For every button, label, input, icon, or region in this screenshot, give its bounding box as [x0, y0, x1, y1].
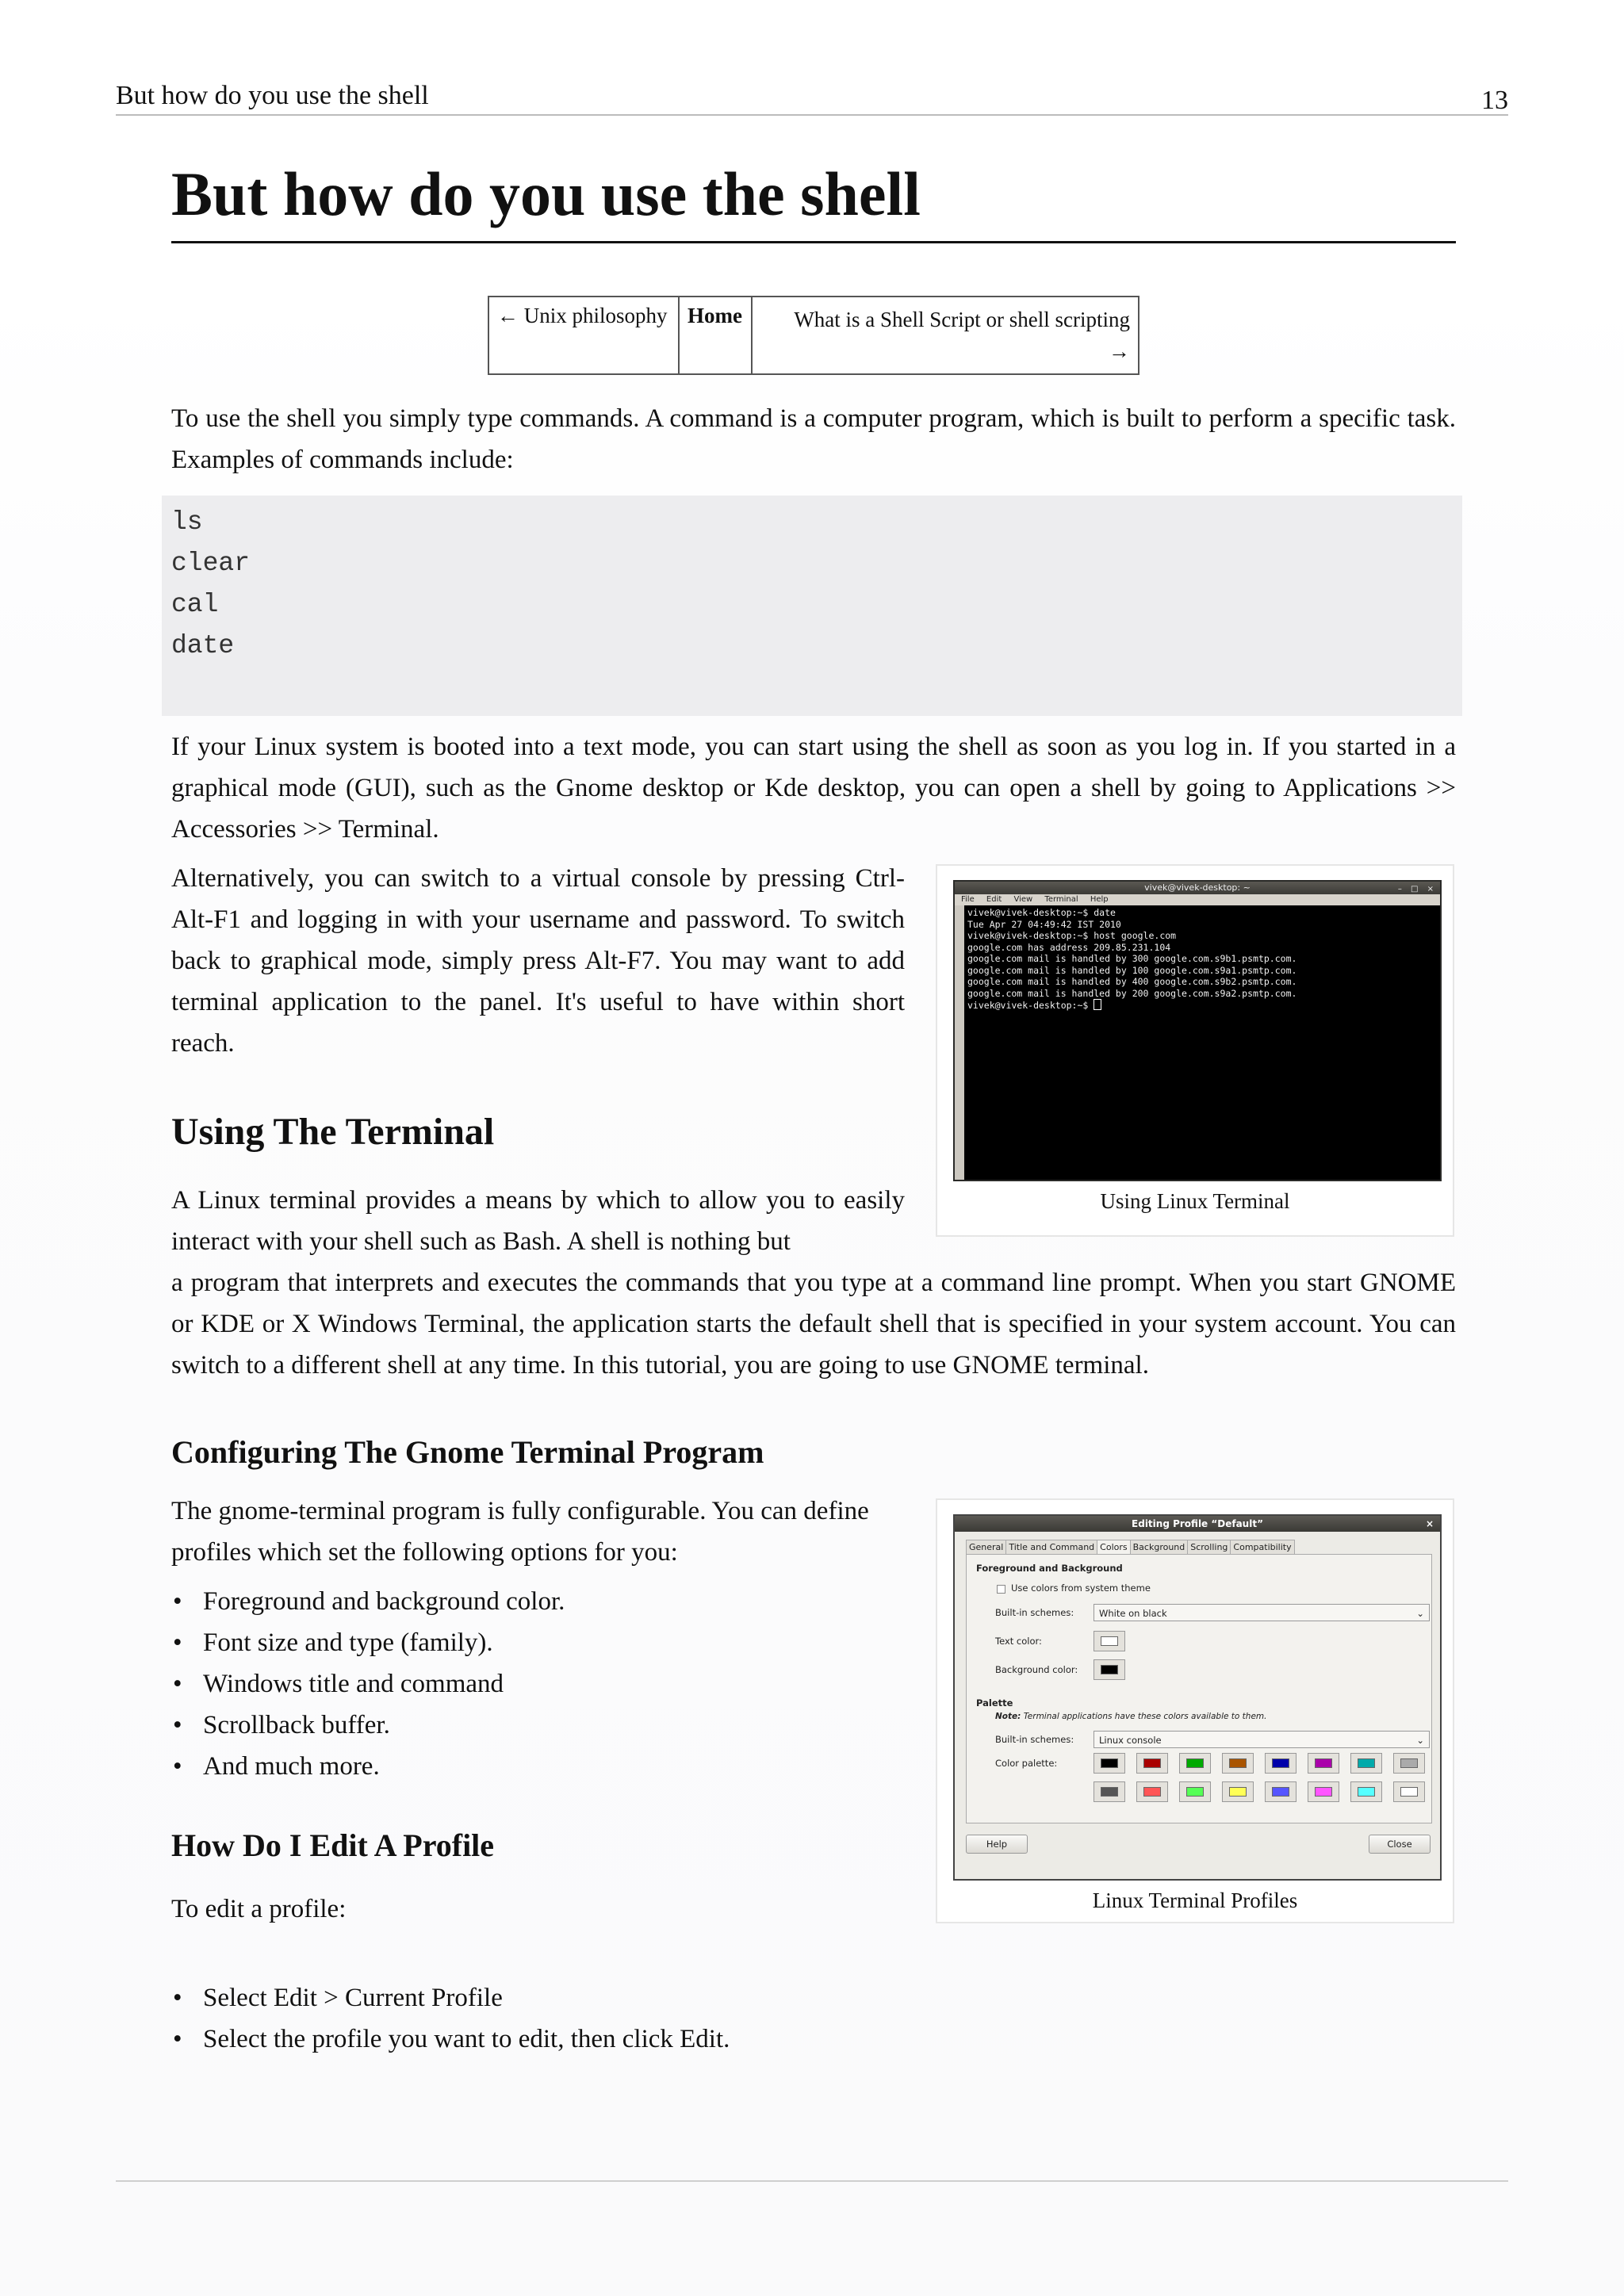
color-palette-label: Color palette:: [995, 1758, 1058, 1769]
list-item: [171, 1581, 885, 1622]
help-button: Help: [966, 1835, 1028, 1854]
close-button: Close: [1369, 1835, 1431, 1854]
menu-file: File: [961, 895, 975, 904]
terminal-menubar: [955, 894, 1440, 905]
footer-rule: [116, 2180, 1508, 2182]
terminal-paragraph-bottom: a program that interprets and executes the commands that you type at a command line prompt. When you start GNOME or KDE or X Windows Terminal, the application starts the default shell that is specified in your system account. You can switch to a different shell at any time. In this tutorial, you are going to use GNOME terminal.: [171, 1269, 1456, 1380]
list-item: [171, 1622, 885, 1663]
config-bullet-list: [171, 1581, 885, 1787]
intro-paragraph: To use the shell you simply type commands. A command is a computer program, which is built to perform a specific task. Examples of commands include:: [171, 404, 1456, 474]
menu-edit: Edit: [986, 895, 1002, 904]
page-title: But how do you use the shell: [171, 159, 1456, 243]
palette-swatch: [1308, 1753, 1339, 1774]
window-buttons-icon: – □ ×: [1397, 885, 1437, 894]
bullet-icon: •: [173, 1670, 182, 1698]
builtin-schemes-select: [1094, 1604, 1430, 1621]
menu-view: View: [1013, 895, 1033, 904]
palette-swatch: [1265, 1753, 1297, 1774]
palette-swatch: [1265, 1781, 1297, 1802]
heading-edit-profile: How Do I Edit A Profile: [171, 1827, 495, 1863]
config-paragraph: The gnome-terminal program is fully configurable. You can define profiles which set the following options for you:: [171, 1497, 869, 1567]
nav-prev-cell: [488, 297, 679, 374]
palette-swatch-color: [1186, 1787, 1204, 1797]
background-color-swatch: [1101, 1665, 1118, 1674]
tab-background: Background: [1130, 1540, 1189, 1554]
palette-schemes-value: Linux console: [1099, 1735, 1162, 1746]
palette-swatch: [1350, 1753, 1382, 1774]
heading-using-terminal: Using The Terminal: [171, 1111, 495, 1153]
terminal-line: google.com has address 209.85.231.104: [967, 941, 1171, 953]
text-mode-paragraph: If your Linux system is booted into a text mode, you can start using the shell as soon as you log in. If you started in a graphical mode (GUI), such as the Gnome desktop or Kde desktop, you can open a shell by going to Applications >> Accessories >> Terminal.: [171, 733, 1456, 844]
dialog-title: Editing Profile “Default”: [1132, 1518, 1263, 1529]
palette-swatch: [1094, 1781, 1125, 1802]
palette-swatch: [1179, 1753, 1211, 1774]
terminal-line: vivek@vivek-desktop:~$ host google.com: [967, 930, 1177, 941]
tab-general: General: [966, 1540, 1006, 1554]
terminal-output: [967, 907, 1297, 1012]
palette-swatch: [1393, 1781, 1425, 1802]
builtin-schemes-value: White on black: [1099, 1608, 1167, 1619]
nav-next-cell: [752, 297, 1139, 374]
page-number: 13: [1481, 86, 1508, 115]
terminal-screenshot: [953, 880, 1442, 1181]
use-system-colors-label: Use colors from system theme: [1011, 1582, 1151, 1594]
edit-paragraph: To edit a profile:: [171, 1895, 347, 1923]
nav-next-arrow: →: [1109, 339, 1130, 363]
palette-swatch: [1094, 1753, 1125, 1774]
palette-heading: Palette: [976, 1697, 1013, 1709]
palette-note-text: Terminal applications have these colors available to them.: [1023, 1712, 1267, 1721]
terminal-line: google.com mail is handled by 100 google.com.s9a1.psmtp.com.: [967, 964, 1297, 976]
palette-swatch-color: [1400, 1787, 1418, 1797]
nav-home-link[interactable]: Home: [688, 304, 742, 327]
virtual-console-paragraph: Alternatively, you can switch to a virtual console by pressing Ctrl-Alt-F1 and logging in with your username and password. To switch back to graphical mode, simply press Alt-F7. You may want to add terminal application to the panel. It's useful to have within short reach.: [171, 864, 905, 1058]
dialog-titlebar: [955, 1516, 1440, 1532]
list-item-text: Windows title and command: [203, 1670, 504, 1698]
cursor-icon: [1094, 999, 1101, 1010]
palette-note-label: Note:: [995, 1712, 1021, 1721]
figure-terminal: [936, 864, 1454, 1237]
palette-swatch-color: [1143, 1758, 1161, 1768]
use-system-colors-checkbox: [997, 1585, 1005, 1594]
code-lines: [162, 496, 1462, 673]
nav-home-cell: [679, 297, 752, 374]
bullet-icon: •: [173, 1711, 182, 1739]
text-color-label: Text color:: [995, 1636, 1042, 1647]
terminal-line: vivek@vivek-desktop:~$ date: [967, 907, 1116, 918]
navigation-table: [488, 296, 1139, 375]
menu-help: Help: [1090, 895, 1109, 904]
terminal-scrollbar: [955, 905, 964, 1180]
palette-swatch: [1350, 1781, 1382, 1802]
palette-swatch-color: [1315, 1758, 1332, 1768]
palette-swatch-color: [1358, 1787, 1375, 1797]
bullet-icon: •: [173, 1984, 182, 2012]
list-item-text: Font size and type (family).: [203, 1628, 493, 1657]
text-color-button: [1094, 1631, 1125, 1651]
list-item: [171, 1746, 885, 1787]
menu-terminal: Terminal: [1044, 895, 1078, 904]
terminal-line: google.com mail is handled by 200 google.com.s9a2.psmtp.com.: [967, 987, 1297, 999]
tab-title-and-command: Title and Command: [1005, 1540, 1097, 1554]
palette-swatch-color: [1400, 1758, 1418, 1768]
list-item: [171, 1663, 885, 1705]
bullet-icon: •: [173, 2025, 182, 2053]
background-color-label: Background color:: [995, 1664, 1078, 1675]
terminal-window-title: vivek@vivek-desktop: ~: [1144, 882, 1251, 893]
dialog-tabs: [966, 1540, 1294, 1554]
palette-swatch: [1393, 1753, 1425, 1774]
close-icon: ×: [1425, 1518, 1434, 1529]
colors-panel: [966, 1554, 1432, 1823]
code-line: clear: [171, 549, 251, 578]
palette-note: [995, 1712, 1266, 1721]
bullet-icon: •: [173, 1752, 182, 1781]
tab-compatibility: Compatibility: [1230, 1540, 1294, 1554]
nav-next-text: What is a Shell Script or shell scripting: [794, 308, 1130, 331]
edit-bullet-list: [171, 1977, 1123, 2060]
heading-configuring: Configuring The Gnome Terminal Program: [171, 1434, 764, 1470]
running-header-title: But how do you use the shell: [116, 81, 429, 110]
palette-swatch: [1136, 1781, 1168, 1802]
palette-swatch-color: [1272, 1787, 1289, 1797]
palette-swatch-color: [1101, 1787, 1118, 1797]
tab-scrolling: Scrolling: [1187, 1540, 1231, 1554]
palette-swatch-color: [1358, 1758, 1375, 1768]
terminal-line: vivek@vivek-desktop:~$: [967, 1000, 1094, 1011]
palette-swatch-color: [1229, 1787, 1247, 1797]
profile-dialog-screenshot: [953, 1514, 1442, 1881]
nav-next-link[interactable]: [794, 308, 1130, 363]
terminal-line: Tue Apr 27 04:49:42 IST 2010: [967, 918, 1121, 930]
tab-colors: Colors: [1097, 1540, 1130, 1554]
figure-caption-profiles: Linux Terminal Profiles: [1092, 1888, 1298, 1912]
palette-swatch-color: [1186, 1758, 1204, 1768]
chevron-down-icon: ⌄: [1416, 1608, 1424, 1619]
palette-swatch-color: [1101, 1758, 1118, 1768]
terminal-screen: [955, 905, 1440, 1180]
terminal-line: google.com mail is handled by 300 google.com.s9b1.psmtp.com.: [967, 953, 1297, 964]
code-block: [162, 496, 1462, 716]
palette-schemes-select: [1094, 1731, 1430, 1748]
palette-swatch: [1179, 1781, 1211, 1802]
text-color-swatch: [1101, 1636, 1118, 1646]
bullet-icon: •: [173, 1628, 182, 1657]
background-color-button: [1094, 1659, 1125, 1680]
nav-prev-link[interactable]: ← Unix philosophy: [497, 304, 668, 327]
palette-swatch: [1136, 1753, 1168, 1774]
palette-swatch-color: [1143, 1787, 1161, 1797]
list-item: [171, 1977, 1123, 2019]
builtin-schemes-label: Built-in schemes:: [995, 1607, 1074, 1618]
code-line: date: [171, 631, 235, 660]
palette-swatch-color: [1315, 1787, 1332, 1797]
terminal-line: google.com mail is handled by 400 google.com.s9b2.psmtp.com.: [967, 976, 1297, 987]
figure-caption-terminal: Using Linux Terminal: [1100, 1189, 1290, 1213]
figure-profiles: [936, 1498, 1454, 1923]
palette-swatch: [1222, 1781, 1254, 1802]
code-line: cal: [171, 590, 219, 619]
running-header: [116, 78, 1508, 116]
palette-swatch-color: [1272, 1758, 1289, 1768]
list-item: [171, 2019, 1123, 2060]
palette-swatch-color: [1229, 1758, 1247, 1768]
list-item-text: Scrollback buffer.: [203, 1711, 390, 1739]
code-line: ls: [171, 507, 203, 537]
palette-schemes-label: Built-in schemes:: [995, 1734, 1074, 1745]
terminal-titlebar: [955, 882, 1440, 894]
palette-swatch: [1222, 1753, 1254, 1774]
list-item-text: Select the profile you want to edit, then click Edit.: [203, 2025, 730, 2053]
chevron-down-icon: ⌄: [1416, 1735, 1424, 1746]
list-item-text: And much more.: [203, 1752, 380, 1781]
list-item-text: Foreground and background color.: [203, 1587, 565, 1616]
terminal-paragraph-top: A Linux terminal provides a means by which to allow you to easily interact with your shell such as Bash. A shell is nothing but: [171, 1186, 905, 1256]
list-item: [171, 1705, 885, 1746]
bullet-icon: •: [173, 1587, 182, 1616]
fg-bg-heading: Foreground and Background: [976, 1563, 1123, 1574]
palette-swatch: [1308, 1781, 1339, 1802]
list-item-text: Select Edit > Current Profile: [203, 1984, 503, 2012]
